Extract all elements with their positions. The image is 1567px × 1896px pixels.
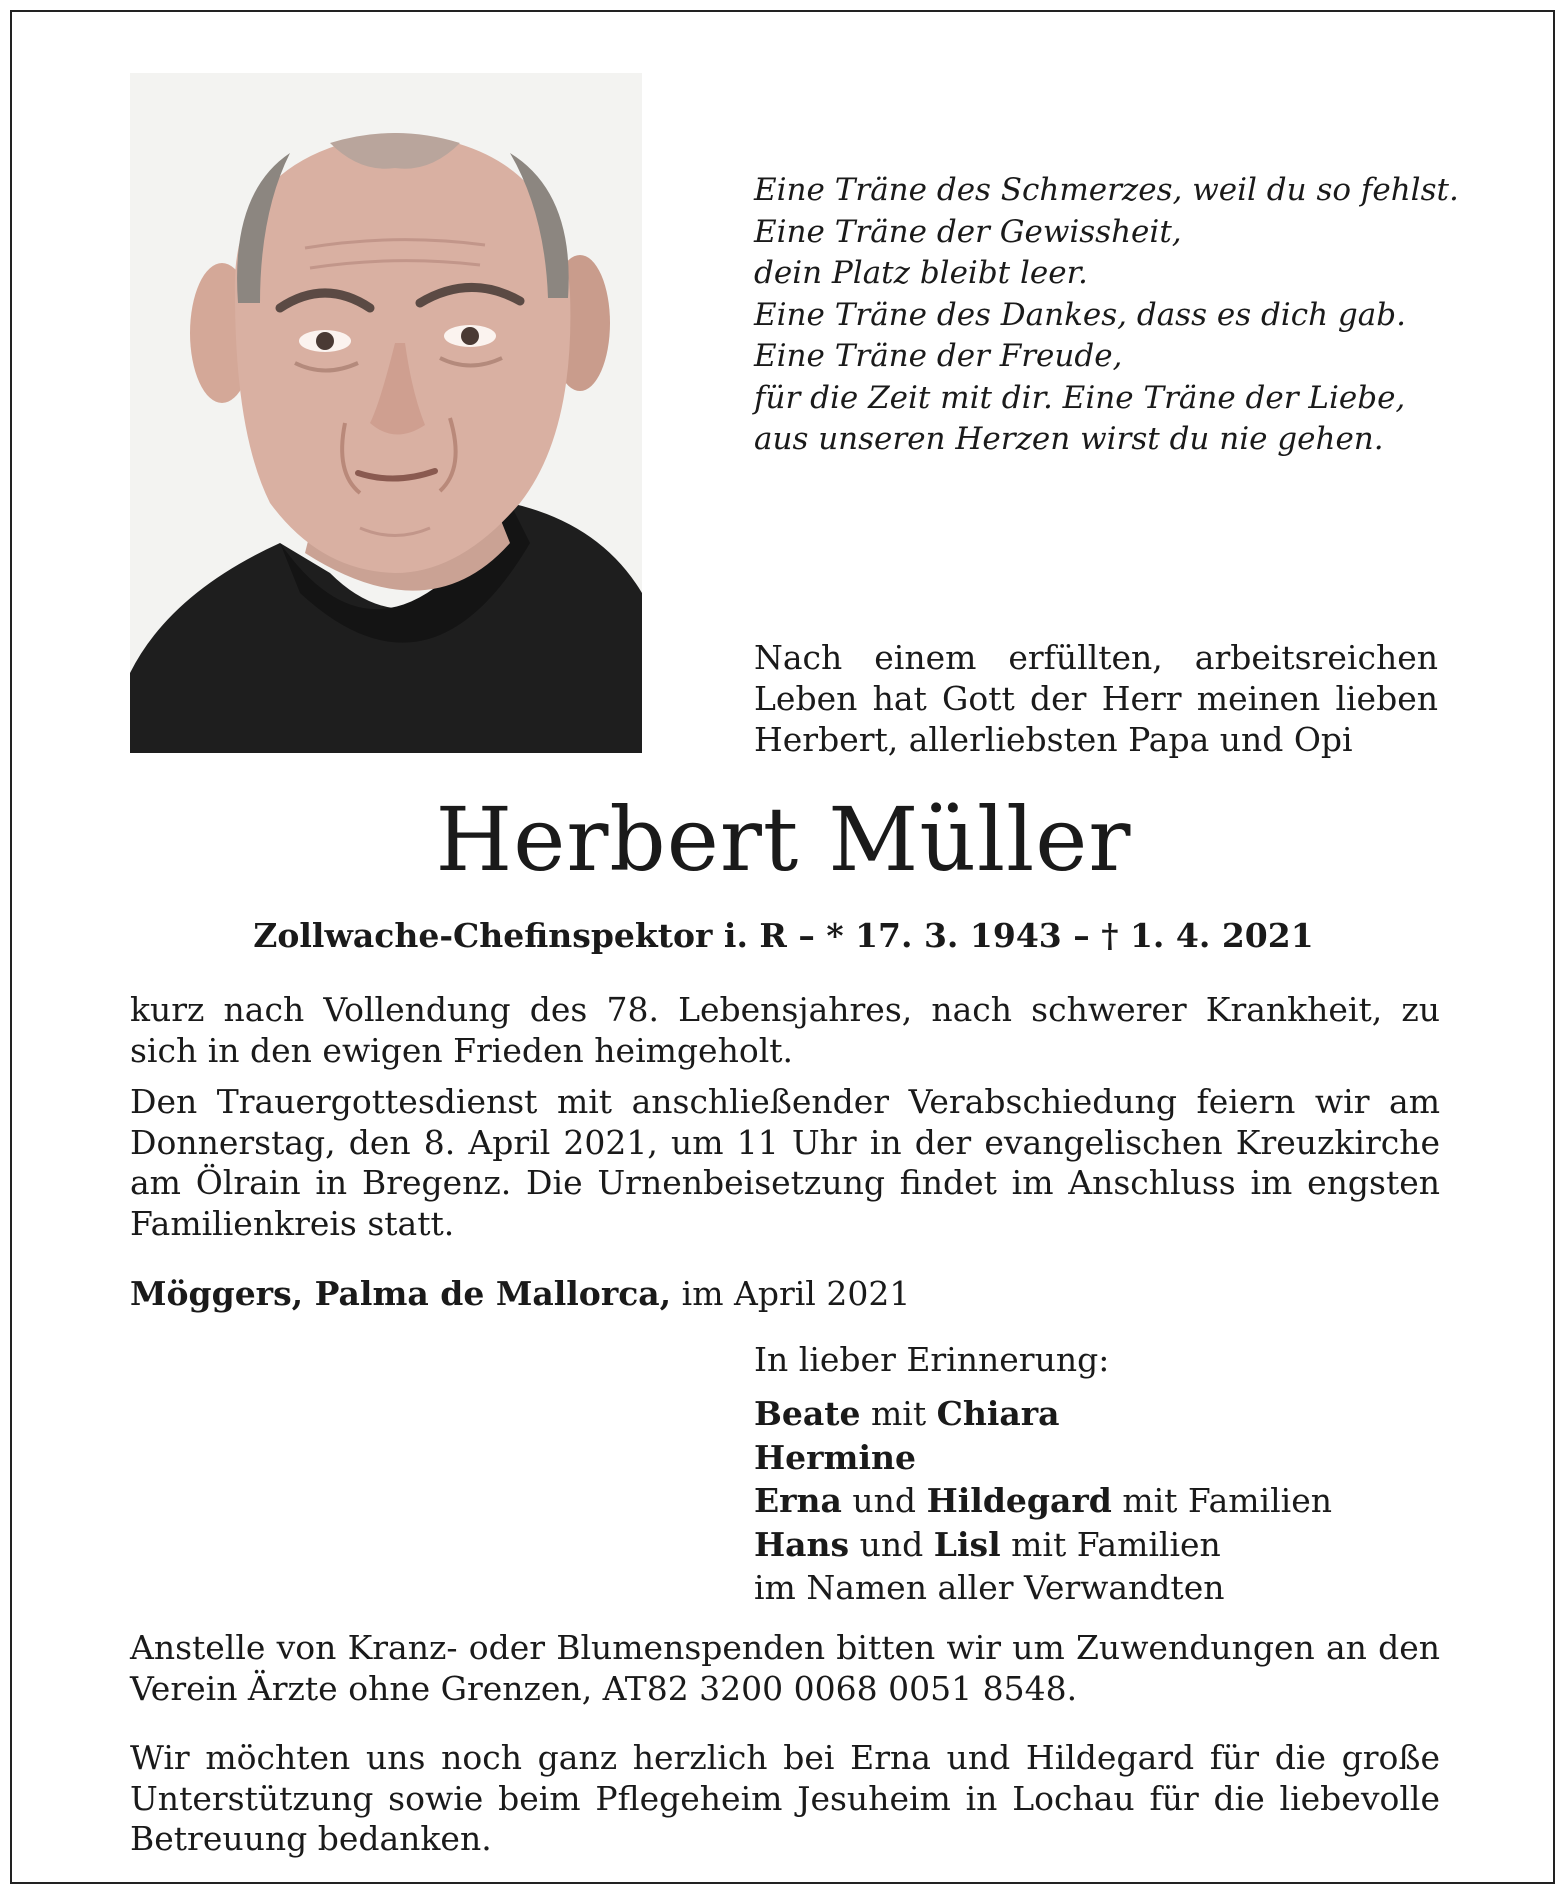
poem-line: Eine Träne des Schmerzes, weil du so fehlst.: [754, 172, 1459, 208]
family-row: [754, 1392, 1332, 1436]
poem-line: aus unseren Herzen wirst du nie gehen.: [754, 421, 1384, 457]
connector-text: mit Familien: [1011, 1524, 1221, 1564]
connector-text: mit: [871, 1394, 927, 1433]
connector-text: und: [852, 1481, 917, 1520]
poem-line: für die Zeit mit dir. Eine Träne der Liebe,: [754, 379, 1406, 416]
donation-paragraph: Anstelle von Kranz- oder Blumenspenden bitten wir um Zuwendungen an den Verein Ärzte ohne Grenzen, AT82 3200 0068 0051 8548.: [130, 1628, 1440, 1708]
family-list: [754, 1392, 1332, 1610]
intro-text: Nach einem erfüllten, arbeitsreichen Leben hat Gott der Herr meinen lieben Herbert, allerliebsten Papa und Opi: [754, 638, 1438, 759]
portrait-photo-illustration: [130, 73, 642, 753]
family-member: Lisl: [933, 1524, 1001, 1564]
family-member: Beate: [754, 1394, 861, 1433]
service-details-paragraph: Den Trauergottesdienst mit anschließender Verabschiedung feiern wir am Donnerstag, den 8. April 2021, um 11 Uhr in der evangelischen Kreuzkirche am Ölrain in Bregenz. Die Urnenbeisetzung findet im Anschluss im engsten Familienkreis statt.: [130, 1082, 1440, 1243]
thanks-paragraph: Wir möchten uns noch ganz herzlich bei Erna und Hildegard für die große Unterstützung sowie beim Pflegeheim Jesuheim in Lochau für die liebevolle Betreuung bedanken.: [130, 1738, 1440, 1858]
title-and-dates: Zollwache-Chefinspektor i. R – * 17. 3. 1943 – † 1. 4. 2021: [253, 916, 1314, 955]
connector-text: mit Familien: [1122, 1481, 1332, 1520]
family-row: [754, 1479, 1332, 1523]
poem-line: dein Platz bleibt leer.: [754, 255, 1088, 291]
family-row: [754, 1436, 1332, 1480]
deceased-name: Herbert Müller: [435, 788, 1132, 891]
family-member: Hermine: [754, 1437, 917, 1477]
memorial-poem: [754, 170, 1459, 461]
announcement-paragraph: kurz nach Vollendung des 78. Lebensjahres, nach schwerer Krankheit, zu sich in den ewigen Frieden heimgeholt.: [130, 990, 1440, 1070]
family-row: im Namen aller Verwandten: [754, 1568, 1225, 1607]
family-member: Chiara: [936, 1394, 1060, 1433]
family-member: Hans: [754, 1524, 850, 1564]
connector-text: und: [859, 1524, 924, 1564]
portrait-photo: [130, 73, 642, 753]
family-member: Erna: [754, 1481, 842, 1520]
poem-line: Eine Träne des Dankes, dass es dich gab.: [754, 296, 1406, 333]
place-names: Möggers, Palma de Mallorca,: [130, 1274, 672, 1313]
poem-line: Eine Träne der Gewissheit,: [754, 213, 1182, 250]
place-and-date: [130, 1274, 910, 1314]
poem-line: Eine Träne der Freude,: [754, 338, 1123, 374]
date-text: im April 2021: [681, 1274, 911, 1313]
family-member: Hildegard: [926, 1481, 1112, 1520]
family-row: [754, 1523, 1332, 1567]
memory-heading: In lieber Erinnerung:: [754, 1340, 1110, 1379]
